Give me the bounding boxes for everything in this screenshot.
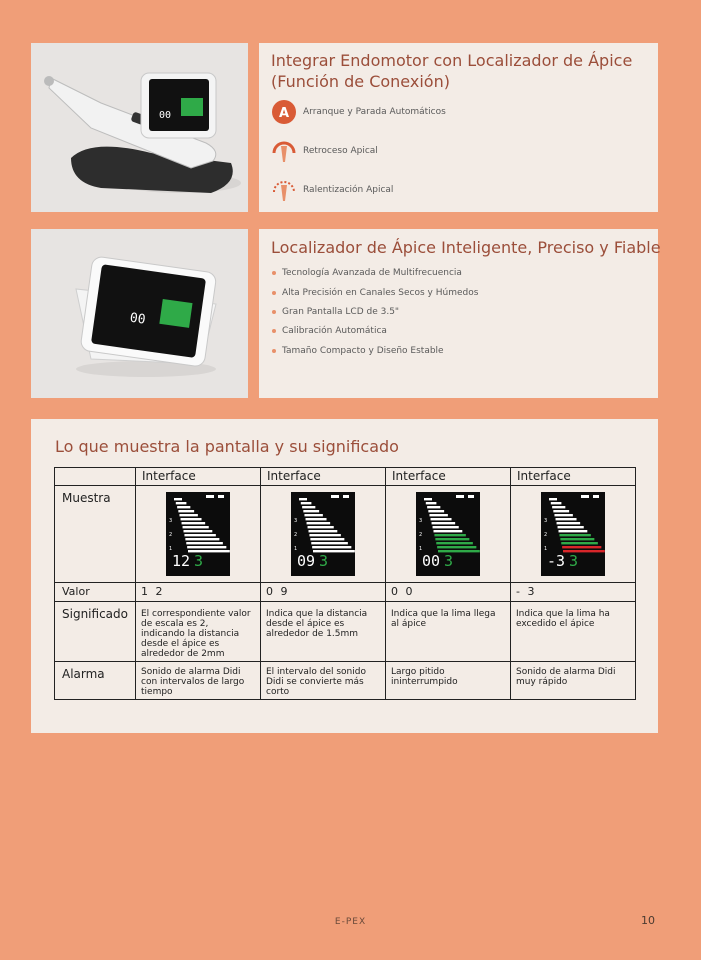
lcd-bar	[554, 514, 572, 516]
section1-title-line2: (Función de Conexión)	[271, 72, 450, 91]
screen-cell	[511, 486, 636, 583]
value-cell: 0 9	[261, 583, 386, 602]
lcd-bar	[560, 538, 594, 540]
bullet-item	[272, 268, 462, 278]
row-label-significado: Significado	[55, 602, 136, 662]
lcd-bar	[436, 542, 473, 544]
battery-icon	[581, 495, 589, 498]
lcd-bar	[304, 514, 322, 516]
lcd-bar	[309, 530, 338, 532]
lcd-bar	[184, 534, 215, 536]
bullet-item	[272, 346, 444, 356]
lcd-bar	[559, 530, 588, 532]
lcd-bar	[311, 542, 348, 544]
lcd-screen-image	[166, 492, 230, 576]
lcd-bar	[426, 502, 437, 504]
endomotor-photo	[31, 43, 248, 212]
table-header-cell: Interface	[261, 468, 386, 486]
lcd-bar	[433, 526, 459, 528]
lcd-bar	[183, 526, 209, 528]
section1-title	[271, 50, 632, 92]
lcd-bar	[558, 526, 584, 528]
lcd-bar	[434, 530, 463, 532]
row-label-valor: Valor	[55, 583, 136, 602]
lcd-bar	[557, 522, 581, 524]
lcd-bar	[428, 510, 444, 512]
lcd-bar	[179, 514, 197, 516]
lcd-digits: 09	[297, 552, 316, 570]
bullet-item	[272, 288, 478, 298]
lcd-scale-label: 1	[544, 546, 548, 552]
lcd-bar	[432, 522, 456, 524]
feature-apical-slowdown	[269, 175, 393, 205]
feature-auto-start-stop	[269, 97, 446, 127]
section3-title: Lo que muestra la pantalla y su significado	[55, 437, 399, 456]
footer-brand: E-PEX	[334, 917, 367, 927]
lcd-screen-image	[416, 492, 480, 576]
value-cell: - 3	[511, 583, 636, 602]
lcd-bar	[559, 534, 590, 536]
lcd-scale-label: 3	[169, 518, 173, 524]
speaker-icon	[343, 495, 349, 498]
section1-title-line1: Integrar Endomotor con Localizador de Ápice	[271, 51, 633, 70]
svg-text:00: 00	[159, 110, 172, 121]
table-header-cell: Interface	[386, 468, 511, 486]
lcd-bar	[306, 518, 327, 520]
lcd-bar	[556, 518, 577, 520]
lcd-scale-label: 2	[419, 532, 423, 538]
bullet-item	[272, 307, 399, 317]
lcd-digits: 12	[172, 552, 191, 570]
speaker-icon	[593, 495, 599, 498]
table-header-cell: Interface	[511, 468, 636, 486]
screen-cell	[261, 486, 386, 583]
alarm-cell: Sonido de alarma Didi muy rápido	[511, 662, 636, 700]
page-number: 10	[641, 914, 655, 927]
lcd-bar	[435, 538, 469, 540]
lcd-scale-label: 1	[419, 546, 423, 552]
meaning-cell: El correspondiente valor de escala es 2, indicando la distancia desde el ápice es alrededor de 2mm	[136, 602, 261, 662]
lcd-bar	[174, 498, 182, 500]
alarm-cell: Sonido de alarma Didi con intervalos de largo tiempo	[136, 662, 261, 700]
lcd-digits-green: 3	[194, 552, 204, 570]
lcd-scale-label: 1	[294, 546, 298, 552]
bullet-text: Tamaño Compacto y Diseño Estable	[282, 346, 444, 356]
speaker-icon	[468, 495, 474, 498]
table-header-empty	[55, 468, 136, 486]
lcd-bar	[431, 518, 452, 520]
lcd-bar	[308, 526, 334, 528]
lcd-bar	[429, 514, 447, 516]
screen-cell	[136, 486, 261, 583]
lcd-bar	[549, 498, 557, 500]
lcd-bar	[427, 506, 440, 508]
table-row-alarma	[55, 662, 636, 700]
value-cell: 0 0	[386, 583, 511, 602]
lcd-bar	[562, 546, 601, 548]
lcd-scale-label: 3	[544, 518, 548, 524]
apical-reverse-icon	[269, 136, 299, 166]
lcd-bar	[176, 502, 187, 504]
display-meaning-table	[54, 467, 636, 700]
lcd-bar	[177, 506, 190, 508]
table-row-valor	[55, 583, 636, 602]
lcd-bar	[187, 546, 226, 548]
bullet-text: Gran Pantalla LCD de 3.5"	[282, 307, 400, 317]
meaning-cell: Indica que la lima llega al ápice	[386, 602, 511, 662]
apical-slowdown-icon	[269, 175, 299, 205]
apex-locator-photo	[31, 229, 248, 398]
screen-cell	[386, 486, 511, 583]
lcd-screen-image	[541, 492, 605, 576]
lcd-bar	[182, 522, 206, 524]
lcd-digits: 00	[422, 552, 441, 570]
lcd-bar	[309, 534, 340, 536]
lcd-bar	[303, 510, 319, 512]
bullet-text: Tecnología Avanzada de Multifrecuencia	[282, 268, 462, 278]
table-row-muestra	[55, 486, 636, 583]
lcd-bar	[437, 546, 476, 548]
lcd-digits-green: 3	[569, 552, 579, 570]
lcd-bar	[553, 510, 569, 512]
lcd-digits-green: 3	[444, 552, 454, 570]
section2-title: Localizador de Ápice Inteligente, Preciso y Fiable	[271, 238, 661, 257]
battery-icon	[331, 495, 339, 498]
value-cell: 1 2	[136, 583, 261, 602]
lcd-bar	[307, 522, 331, 524]
auto-start-stop-icon	[269, 97, 299, 127]
table-header-row	[55, 468, 636, 486]
lcd-scale-label: 2	[294, 532, 298, 538]
lcd-bar	[552, 506, 565, 508]
lcd-bar	[434, 534, 465, 536]
lcd-bar	[302, 506, 315, 508]
bullet-text: Calibración Automática	[282, 326, 387, 336]
lcd-bar	[181, 518, 202, 520]
lcd-bar	[424, 498, 432, 500]
lcd-bar	[185, 538, 219, 540]
bullet-text: Alta Precisión en Canales Secos y Húmedos	[282, 288, 479, 298]
battery-icon	[206, 495, 214, 498]
table-row-significado	[55, 602, 636, 662]
lcd-scale-label: 2	[169, 532, 173, 538]
feature-label: Ralentización Apical	[303, 185, 394, 195]
lcd-digits-green: 3	[319, 552, 329, 570]
lcd-scale-label: 2	[544, 532, 548, 538]
lcd-bar	[178, 510, 194, 512]
lcd-bar	[299, 498, 307, 500]
lcd-scale-label: 1	[169, 546, 173, 552]
row-label-muestra: Muestra	[55, 486, 136, 583]
lcd-bar	[184, 530, 213, 532]
lcd-scale-label: 3	[294, 518, 298, 524]
row-label-alarma: Alarma	[55, 662, 136, 700]
table-header-cell: Interface	[136, 468, 261, 486]
lcd-bar	[312, 546, 351, 548]
lcd-bar	[301, 502, 312, 504]
lcd-scale-label: 3	[419, 518, 423, 524]
battery-icon	[456, 495, 464, 498]
meaning-cell: Indica que la lima ha excedido el ápice	[511, 602, 636, 662]
bullet-item	[272, 326, 387, 336]
lcd-bar	[551, 502, 562, 504]
lcd-bar	[310, 538, 344, 540]
svg-text:00: 00	[128, 310, 147, 328]
feature-label: Arranque y Parada Automáticos	[303, 107, 446, 117]
alarm-cell: El intervalo del sonido Didi se convierte más corto	[261, 662, 386, 700]
lcd-bar	[561, 542, 598, 544]
lcd-digits: -3	[547, 552, 566, 570]
svg-text:A: A	[278, 106, 290, 121]
alarm-cell: Largo pitido ininterrumpido	[386, 662, 511, 700]
feature-label: Retroceso Apical	[303, 146, 378, 156]
feature-apical-reverse	[269, 136, 378, 166]
lcd-screen-image	[291, 492, 355, 576]
meaning-cell: Indica que la distancia desde el ápice es alrededor de 1.5mm	[261, 602, 386, 662]
speaker-icon	[218, 495, 224, 498]
lcd-bar	[186, 542, 223, 544]
